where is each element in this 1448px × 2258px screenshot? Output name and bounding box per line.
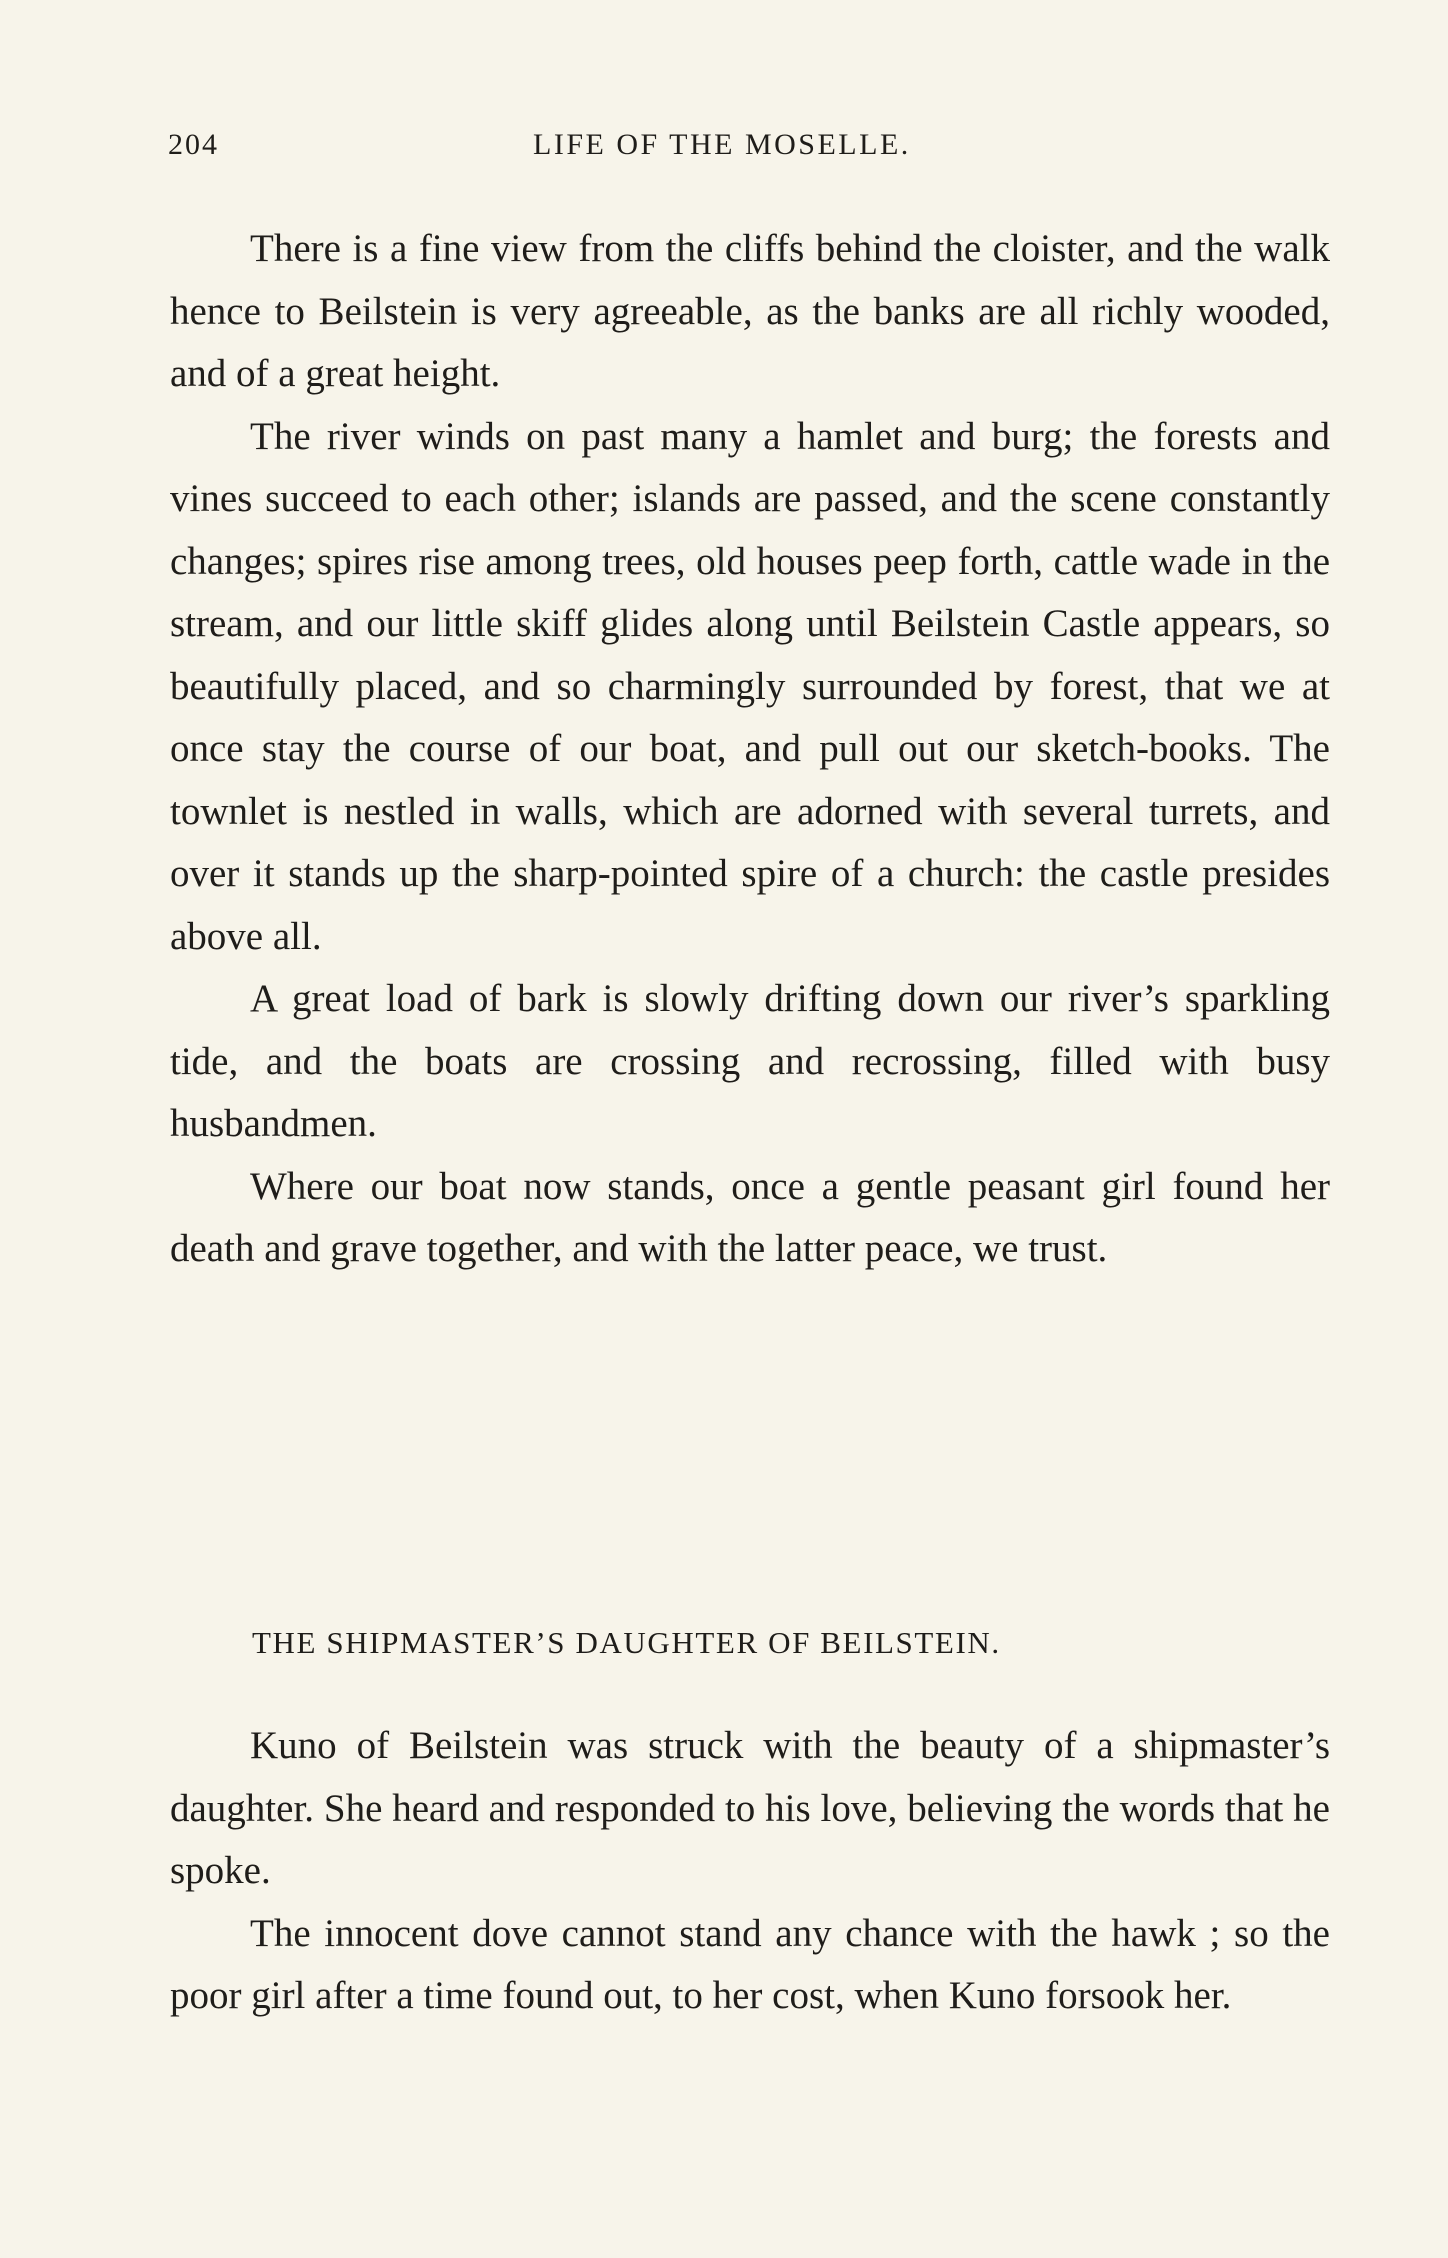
paragraph: The innocent dove cannot stand any chance with the hawk ; so the poor girl after a time found out, to her cost, when Kuno forsook her. [170,1911,1330,2017]
section-heading: THE SHIPMASTER’S DAUGHTER OF BEILSTEIN. [252,1625,1001,1660]
paragraph: A great load of bark is slowly drifting down our river’s sparkling tide, and the boats are crossing and recrossing, filled with busy husbandmen. [170,977,1330,1145]
section-body-text [170,1715,1330,2028]
paragraph: There is a fine view from the cliffs behind the cloister, and the walk hence to Beilstein is very agreeable, as the banks are all richly wooded, and of a great height. [170,227,1330,395]
paragraph: Kuno of Beilstein was struck with the beauty of a shipmaster’s daughter. She heard and responded to his love, believing the words that he spoke. [170,1724,1330,1892]
paragraph: Where our boat now stands, once a gentle peasant girl found her death and grave together, and with the latter peace, we trust. [170,1164,1330,1270]
paragraph: The river winds on past many a hamlet and burg; the forests and vines succeed to each other; islands are passed, and the scene constantly changes; spires rise among trees, old houses peep forth, cattle wade in the stream, and our little skiff glides along until Beilstein Castle appears, so beautifully placed, and so charmingly surrounded by forest, that we at once stay the course of our boat, and pull out our sketch-books. The townlet is nestled in walls, which are adorned with several turrets, and over it stands up the sharp-pointed spire of a church: the castle presides above all. [170,414,1330,958]
body-text [170,218,1330,1281]
running-title: LIFE OF THE MOSELLE. [533,128,911,161]
page-number: 204 [168,128,219,161]
running-head [168,128,1328,168]
